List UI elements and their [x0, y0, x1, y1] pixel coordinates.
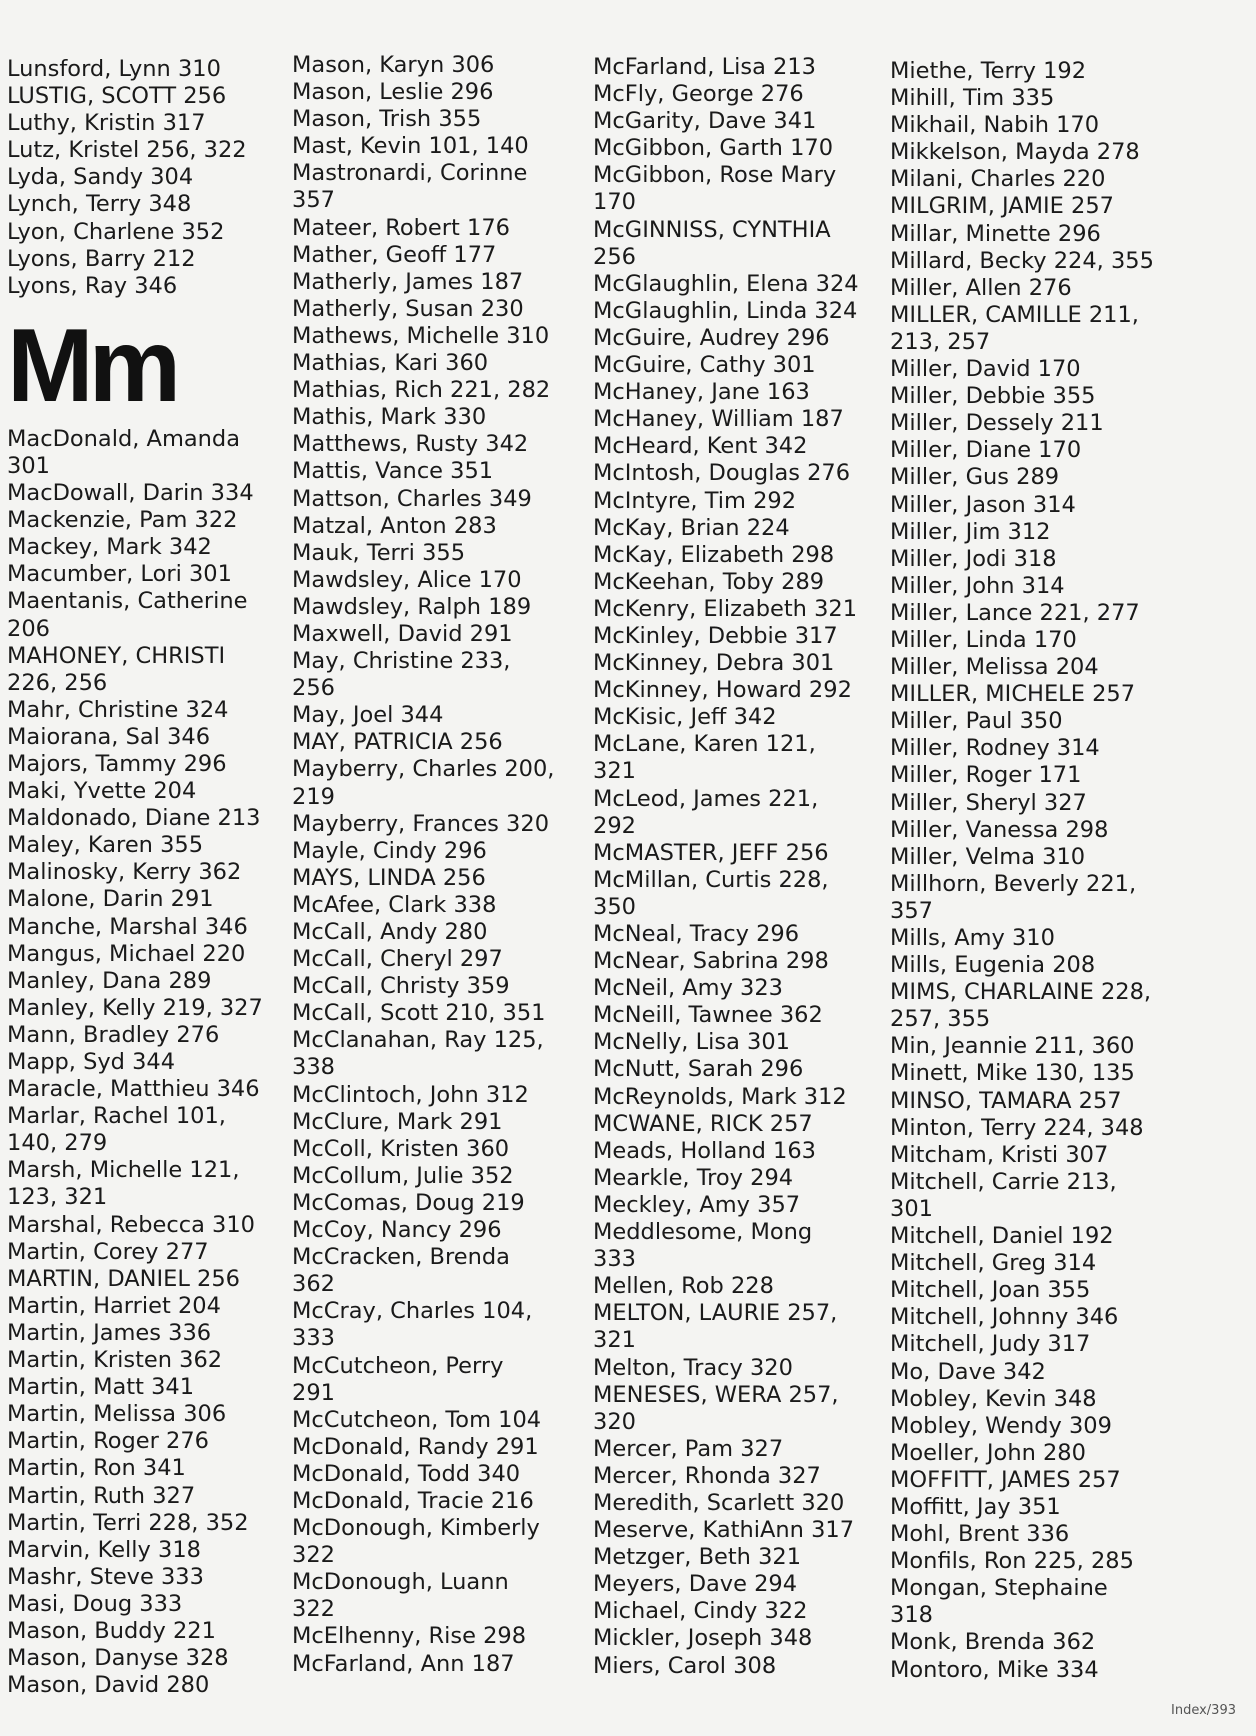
- index-entry: Millhorn, Beverly 221,: [890, 870, 1137, 897]
- index-entry: Michael, Cindy 322: [593, 1598, 808, 1625]
- index-entry: Miller, Jodi 318: [890, 545, 1057, 572]
- index-entry: McGlaughlin, Elena 324: [593, 270, 859, 297]
- index-entry: Mitcham, Kristi 307: [890, 1141, 1109, 1168]
- index-entry: Miller, Rodney 314: [890, 735, 1100, 762]
- index-entry: Matherly, James 187: [292, 268, 524, 295]
- index-entry: Mason, Trish 355: [292, 106, 482, 133]
- index-entry: Mast, Kevin 101, 140: [292, 133, 529, 160]
- index-entry: Mitchell, Joan 355: [890, 1277, 1091, 1304]
- index-entry: Maldonado, Diane 213: [7, 805, 261, 832]
- index-entry: Mawdsley, Ralph 189: [292, 593, 532, 620]
- index-entry: McCall, Cheryl 297: [292, 946, 503, 973]
- index-entry: McKinney, Howard 292: [593, 677, 852, 704]
- index-entry: Mitchell, Daniel 192: [890, 1223, 1114, 1250]
- index-entry: Miller, Paul 350: [890, 708, 1063, 735]
- index-entry: Mearkle, Troy 294: [593, 1164, 794, 1191]
- index-entry: Mitchell, Greg 314: [890, 1250, 1097, 1277]
- index-entry: Miller, Jim 312: [890, 518, 1051, 545]
- index-entry: Mawdsley, Alice 170: [292, 566, 522, 593]
- index-entry: 256: [593, 243, 636, 270]
- index-entry: McNeil, Amy 323: [593, 975, 783, 1002]
- index-entry: Lyon, Charlene 352: [7, 218, 225, 245]
- index-entry: Lyons, Barry 212: [7, 245, 196, 272]
- index-entry: McKay, Brian 224: [593, 514, 790, 541]
- index-entry: 333: [292, 1325, 335, 1352]
- index-entry: McKenry, Elizabeth 321: [593, 595, 858, 622]
- index-entry: McCall, Andy 280: [292, 919, 488, 945]
- index-entry: Monfils, Ron 225, 285: [890, 1548, 1134, 1575]
- index-entry: Mickler, Joseph 348: [593, 1625, 813, 1652]
- index-entry: Matthews, Rusty 342: [292, 431, 529, 458]
- index-entry: McNelly, Lisa 301: [593, 1029, 790, 1056]
- index-entry: McCutcheon, Tom 104: [292, 1406, 542, 1433]
- index-entry: Malinosky, Kerry 362: [7, 859, 242, 886]
- index-entry: Moeller, John 280: [890, 1439, 1086, 1466]
- index-entry: LUSTIG, SCOTT 256: [7, 83, 227, 110]
- index-entry: McGibbon, Rose Mary: [593, 162, 837, 189]
- index-entry: Marvin, Kelly 318: [7, 1536, 201, 1563]
- index-entry: Mackenzie, Pam 322: [7, 507, 238, 534]
- index-entry: Mayberry, Frances 320: [292, 810, 550, 837]
- index-entry: Miller, Roger 171: [890, 762, 1082, 789]
- index-entry: Malone, Darin 291: [7, 886, 214, 913]
- index-entry: Miers, Carol 308: [593, 1652, 777, 1679]
- index-entry: 226, 256: [7, 669, 108, 696]
- index-entry: Miller, Velma 310: [890, 843, 1086, 870]
- index-entry: Meckley, Amy 357: [593, 1191, 801, 1218]
- index-entry: 320: [593, 1408, 636, 1435]
- index-entry: Mills, Eugenia 208: [890, 952, 1096, 979]
- index-entry: Mangus, Michael 220: [7, 940, 246, 967]
- index-entry: MAY, PATRICIA 256: [292, 729, 503, 756]
- index-entry: Majors, Tammy 296: [7, 750, 227, 777]
- index-entry: Melton, Tracy 320: [593, 1354, 793, 1381]
- index-entry: Mather, Geoff 177: [292, 241, 497, 268]
- index-entry: Mackey, Mark 342: [7, 534, 212, 561]
- index-entry: McCollum, Julie 352: [292, 1162, 514, 1189]
- index-entry: Mobley, Wendy 309: [890, 1412, 1112, 1439]
- index-entry: 291: [292, 1379, 335, 1406]
- index-entry: 357: [890, 897, 933, 924]
- index-entry: Matherly, Susan 230: [292, 295, 524, 322]
- index-entry: MOFFITT, JAMES 257: [890, 1466, 1121, 1493]
- index-entry: McElhenny, Rise 298: [292, 1623, 527, 1650]
- index-entry: McDonough, Luann: [292, 1569, 509, 1596]
- index-entry: MAHONEY, CHRISTI: [7, 642, 226, 669]
- index-entry: McIntyre, Tim 292: [593, 487, 797, 514]
- index-entry: Martin, Melissa 306: [7, 1401, 227, 1428]
- index-entry: May, Joel 344: [292, 702, 444, 729]
- index-entry: Miller, John 314: [890, 572, 1065, 599]
- index-entry: McGibbon, Garth 170: [593, 135, 834, 162]
- index-entry: Mitchell, Judy 317: [890, 1331, 1091, 1358]
- index-entry: McCall, Scott 210, 351: [292, 1000, 546, 1027]
- index-entry: Mason, Buddy 221: [7, 1617, 216, 1644]
- index-entry: Mateer, Robert 176: [292, 214, 510, 241]
- index-entry: Miethe, Terry 192: [890, 58, 1087, 84]
- index-entry: 301: [890, 1195, 933, 1222]
- index-entry: McKeehan, Toby 289: [593, 568, 825, 595]
- index-entry: Mahr, Christine 324: [7, 696, 229, 723]
- index-entry: 123, 321: [7, 1184, 108, 1211]
- index-entry: Miller, Allen 276: [890, 274, 1072, 301]
- index-entry: Mills, Amy 310: [890, 925, 1055, 951]
- index-entry: 170: [593, 189, 636, 216]
- index-entry: Maracle, Matthieu 346: [7, 1076, 260, 1103]
- index-entry: Macumber, Lori 301: [7, 561, 232, 588]
- index-entry: Mattson, Charles 349: [292, 485, 532, 512]
- index-entry: Metzger, Beth 321: [593, 1544, 802, 1571]
- index-entry: McGuire, Cathy 301: [593, 352, 816, 379]
- index-entry: McClure, Mark 291: [292, 1108, 503, 1135]
- index-entry: Marlar, Rachel 101,: [7, 1103, 226, 1130]
- index-entry: Meserve, KathiAnn 317: [593, 1517, 855, 1544]
- index-entry: 321: [593, 758, 636, 785]
- index-entry: 318: [890, 1602, 933, 1629]
- index-entry: Meredith, Scarlett 320: [593, 1489, 845, 1516]
- index-entry: Lyda, Sandy 304: [7, 164, 194, 191]
- index-entry: McColl, Kristen 360: [292, 1135, 510, 1162]
- index-entry: Mashr, Steve 333: [7, 1563, 204, 1590]
- index-entry: Mason, Leslie 296: [292, 79, 494, 106]
- index-entry: Minton, Terry 224, 348: [890, 1114, 1144, 1141]
- index-entry: Marshal, Rebecca 310: [7, 1211, 255, 1238]
- index-entry: Mauk, Terri 355: [292, 539, 466, 566]
- index-entry: McCall, Christy 359: [292, 973, 510, 1000]
- index-entry: 206: [7, 615, 50, 642]
- index-entry: Mathias, Kari 360: [292, 350, 489, 377]
- index-entry: Mohl, Brent 336: [890, 1521, 1070, 1548]
- index-entry: McKay, Elizabeth 298: [593, 541, 835, 568]
- index-entry: McHaney, William 187: [593, 406, 844, 433]
- index-entry: Miller, Lance 221, 277: [890, 599, 1140, 626]
- index-entry: Mayle, Cindy 296: [292, 837, 487, 864]
- index-entry: McFarland, Ann 187: [292, 1650, 515, 1677]
- index-entry: Montoro, Mike 334: [890, 1656, 1099, 1683]
- index-entry: Miller, Melissa 204: [890, 654, 1099, 681]
- index-entry: Mercer, Rhonda 327: [593, 1462, 821, 1489]
- index-entry: McFarland, Lisa 213: [593, 54, 816, 80]
- index-column-4: [890, 58, 1180, 1684]
- index-entry: Miller, Dessely 211: [890, 410, 1104, 437]
- index-entry: Maxwell, David 291: [292, 620, 513, 647]
- index-entry: Martin, Matt 341: [7, 1374, 195, 1401]
- index-entry: Miller, David 170: [890, 356, 1081, 383]
- index-entry: McKinley, Debbie 317: [593, 622, 838, 649]
- index-entry: Miller, Linda 170: [890, 626, 1077, 653]
- index-entry: Mikkelson, Mayda 278: [890, 139, 1140, 166]
- entries-before-heading: [7, 56, 277, 300]
- index-entry: MAYS, LINDA 256: [292, 864, 486, 891]
- index-entry: McCracken, Brenda: [292, 1244, 510, 1271]
- index-entry: 301: [7, 452, 50, 479]
- index-entry: 322: [292, 1596, 335, 1623]
- index-column-1: [7, 56, 277, 1699]
- index-entry: 321: [593, 1327, 636, 1354]
- index-entry: Miller, Sheryl 327: [890, 789, 1087, 816]
- index-entry: Mongan, Stephaine: [890, 1575, 1108, 1602]
- index-entry: Martin, Kristen 362: [7, 1347, 223, 1374]
- index-entry: Lutz, Kristel 256, 322: [7, 137, 247, 164]
- index-entry: McMASTER, JEFF 256: [593, 839, 829, 866]
- index-entry: MIMS, CHARLAINE 228,: [890, 979, 1152, 1006]
- index-entry: May, Christine 233,: [292, 648, 511, 675]
- index-entry: Mikhail, Nabih 170: [890, 112, 1100, 139]
- index-entry: MILGRIM, JAMIE 257: [890, 193, 1115, 220]
- index-entry: Mellen, Rob 228: [593, 1273, 774, 1300]
- index-entry: Martin, Roger 276: [7, 1428, 209, 1455]
- index-entry: MILLER, MICHELE 257: [890, 681, 1136, 708]
- entries-after-heading: [7, 426, 277, 1699]
- index-entry: Maiorana, Sal 346: [7, 723, 211, 750]
- index-entry: Minett, Mike 130, 135: [890, 1060, 1135, 1087]
- index-entry: Mason, Danyse 328: [7, 1645, 229, 1672]
- index-entry: MILLER, CAMILLE 211,: [890, 301, 1139, 328]
- index-entry: McIntosh, Douglas 276: [593, 460, 851, 487]
- index-entry: McClintoch, John 312: [292, 1081, 529, 1108]
- index-entry: McComas, Doug 219: [292, 1189, 525, 1216]
- index-entry: MENESES, WERA 257,: [593, 1381, 839, 1408]
- index-entry: Martin, Corey 277: [7, 1238, 209, 1265]
- index-entry: 292: [593, 812, 636, 839]
- index-entry: Martin, Terri 228, 352: [7, 1509, 249, 1536]
- index-entry: McCutcheon, Perry: [292, 1352, 504, 1379]
- index-entry: MINSO, TAMARA 257: [890, 1087, 1122, 1114]
- index-entry: Meads, Holland 163: [593, 1137, 816, 1164]
- index-entry: McDonald, Tracie 216: [292, 1487, 534, 1514]
- index-entry: McMillan, Curtis 228,: [593, 866, 829, 893]
- index-entry: Mathias, Rich 221, 282: [292, 377, 551, 404]
- index-entry: Mo, Dave 342: [890, 1358, 1046, 1385]
- index-entry: 362: [292, 1271, 335, 1298]
- index-entry: Mapp, Syd 344: [7, 1049, 176, 1075]
- index-entry: MacDowall, Darin 334: [7, 480, 254, 507]
- index-entry: McAfee, Clark 338: [292, 891, 497, 918]
- index-entry: Lyons, Ray 346: [7, 272, 178, 299]
- index-entry: McLane, Karen 121,: [593, 731, 816, 758]
- index-entry: Manley, Dana 289: [7, 967, 212, 994]
- index-entry: 140, 279: [7, 1130, 108, 1157]
- index-entry: 256: [292, 675, 335, 702]
- index-entry: Mason, David 280: [7, 1672, 210, 1699]
- index-entry: Martin, Ruth 327: [7, 1482, 196, 1509]
- index-entry: McKinney, Debra 301: [593, 650, 835, 677]
- index-entry: Manche, Marshal 346: [7, 913, 248, 940]
- index-entry: Miller, Jason 314: [890, 491, 1076, 518]
- index-entry: Luthy, Kristin 317: [7, 110, 206, 137]
- index-entry: Miller, Vanessa 298: [890, 816, 1109, 843]
- index-entry: Maentanis, Catherine: [7, 588, 248, 615]
- index-entry: Millar, Minette 296: [890, 220, 1101, 247]
- index-entry: McReynolds, Mark 312: [593, 1083, 847, 1110]
- index-entry: Meddlesome, Mong: [593, 1219, 813, 1246]
- section-letter-heading: Mm: [7, 307, 177, 424]
- index-entry: McHaney, Jane 163: [593, 379, 810, 406]
- index-entry: Miller, Debbie 355: [890, 383, 1096, 410]
- index-entry: McClanahan, Ray 125,: [292, 1027, 544, 1054]
- index-entry: Mathis, Mark 330: [292, 404, 487, 431]
- index-entry: MARTIN, DANIEL 256: [7, 1265, 240, 1292]
- index-entry: Meyers, Dave 294: [593, 1571, 798, 1598]
- index-entry: Martin, Ron 341: [7, 1455, 186, 1482]
- index-entry: Maley, Karen 355: [7, 832, 204, 859]
- index-entry: Mann, Bradley 276: [7, 1021, 220, 1048]
- index-entry: 333: [593, 1246, 636, 1273]
- page-folio: Index/393: [1171, 1703, 1236, 1718]
- index-entry: Mitchell, Johnny 346: [890, 1304, 1119, 1331]
- index-entry: McCoy, Nancy 296: [292, 1217, 502, 1244]
- index-entry: McGuire, Audrey 296: [593, 324, 830, 351]
- index-entry: Masi, Doug 333: [7, 1590, 183, 1617]
- index-entry: Min, Jeannie 211, 360: [890, 1033, 1135, 1060]
- index-entry: McNear, Sabrina 298: [593, 948, 829, 975]
- index-entry: Martin, James 336: [7, 1319, 212, 1346]
- index-entry: Miller, Diane 170: [890, 437, 1082, 464]
- index-entry: 357: [292, 187, 335, 214]
- index-entry: Mayberry, Charles 200,: [292, 756, 555, 783]
- index-entry: McDonald, Todd 340: [292, 1460, 521, 1487]
- index-entry: McLeod, James 221,: [593, 785, 819, 812]
- index-entry: Mastronardi, Corinne: [292, 160, 528, 187]
- index-entry: Martin, Harriet 204: [7, 1292, 221, 1319]
- index-entry: 322: [292, 1542, 335, 1569]
- index-entry: McCray, Charles 104,: [292, 1298, 533, 1325]
- index-entry: 338: [292, 1054, 335, 1081]
- index-entry: McDonald, Randy 291: [292, 1433, 539, 1460]
- index-entry: Monk, Brenda 362: [890, 1629, 1096, 1656]
- index-entry: Miller, Gus 289: [890, 464, 1060, 491]
- index-entry: Moffitt, Jay 351: [890, 1493, 1061, 1520]
- index-entry: McNeal, Tracy 296: [593, 921, 800, 947]
- index-entry: Marsh, Michelle 121,: [7, 1157, 240, 1184]
- index-entry: 213, 257: [890, 328, 991, 355]
- index-entry: MacDonald, Amanda: [7, 425, 240, 452]
- index-entry: Millard, Becky 224, 355: [890, 247, 1154, 274]
- index-entry: Milani, Charles 220: [890, 166, 1106, 193]
- index-entry: McKisic, Jeff 342: [593, 704, 777, 731]
- index-entry: Matzal, Anton 283: [292, 512, 497, 539]
- index-entry: 350: [593, 893, 636, 920]
- index-entry: McFly, George 276: [593, 81, 804, 108]
- index-entry: Mathews, Michelle 310: [292, 322, 550, 349]
- index-entry: Lynch, Terry 348: [7, 191, 192, 218]
- index-entry: McGarity, Dave 341: [593, 108, 817, 135]
- index-entry: McNeill, Tawnee 362: [593, 1002, 823, 1029]
- index-entry: Mattis, Vance 351: [292, 458, 494, 485]
- index-entry: Lunsford, Lynn 310: [7, 56, 221, 82]
- index-entry: McGINNISS, CYNTHIA: [593, 216, 831, 243]
- index-entry: Mihill, Tim 335: [890, 85, 1055, 112]
- index-entry: MELTON, LAURIE 257,: [593, 1300, 838, 1327]
- index-entry: McNutt, Sarah 296: [593, 1056, 804, 1083]
- index-entry: 219: [292, 783, 335, 810]
- index-entry: Manley, Kelly 219, 327: [7, 994, 263, 1021]
- index-column-2: [292, 52, 592, 1678]
- index-entry: Maki, Yvette 204: [7, 778, 197, 805]
- index-entry: McHeard, Kent 342: [593, 433, 808, 460]
- index-entry: Mason, Karyn 306: [292, 52, 495, 78]
- index-entry: McGlaughlin, Linda 324: [593, 297, 858, 324]
- index-column-3: [593, 54, 883, 1680]
- index-entry: Mobley, Kevin 348: [890, 1385, 1097, 1412]
- index-entry: 257, 355: [890, 1006, 991, 1033]
- index-entry: MCWANE, RICK 257: [593, 1110, 813, 1137]
- index-entry: Mercer, Pam 327: [593, 1435, 784, 1462]
- index-entry: Mitchell, Carrie 213,: [890, 1168, 1117, 1195]
- index-entry: McDonough, Kimberly: [292, 1515, 540, 1542]
